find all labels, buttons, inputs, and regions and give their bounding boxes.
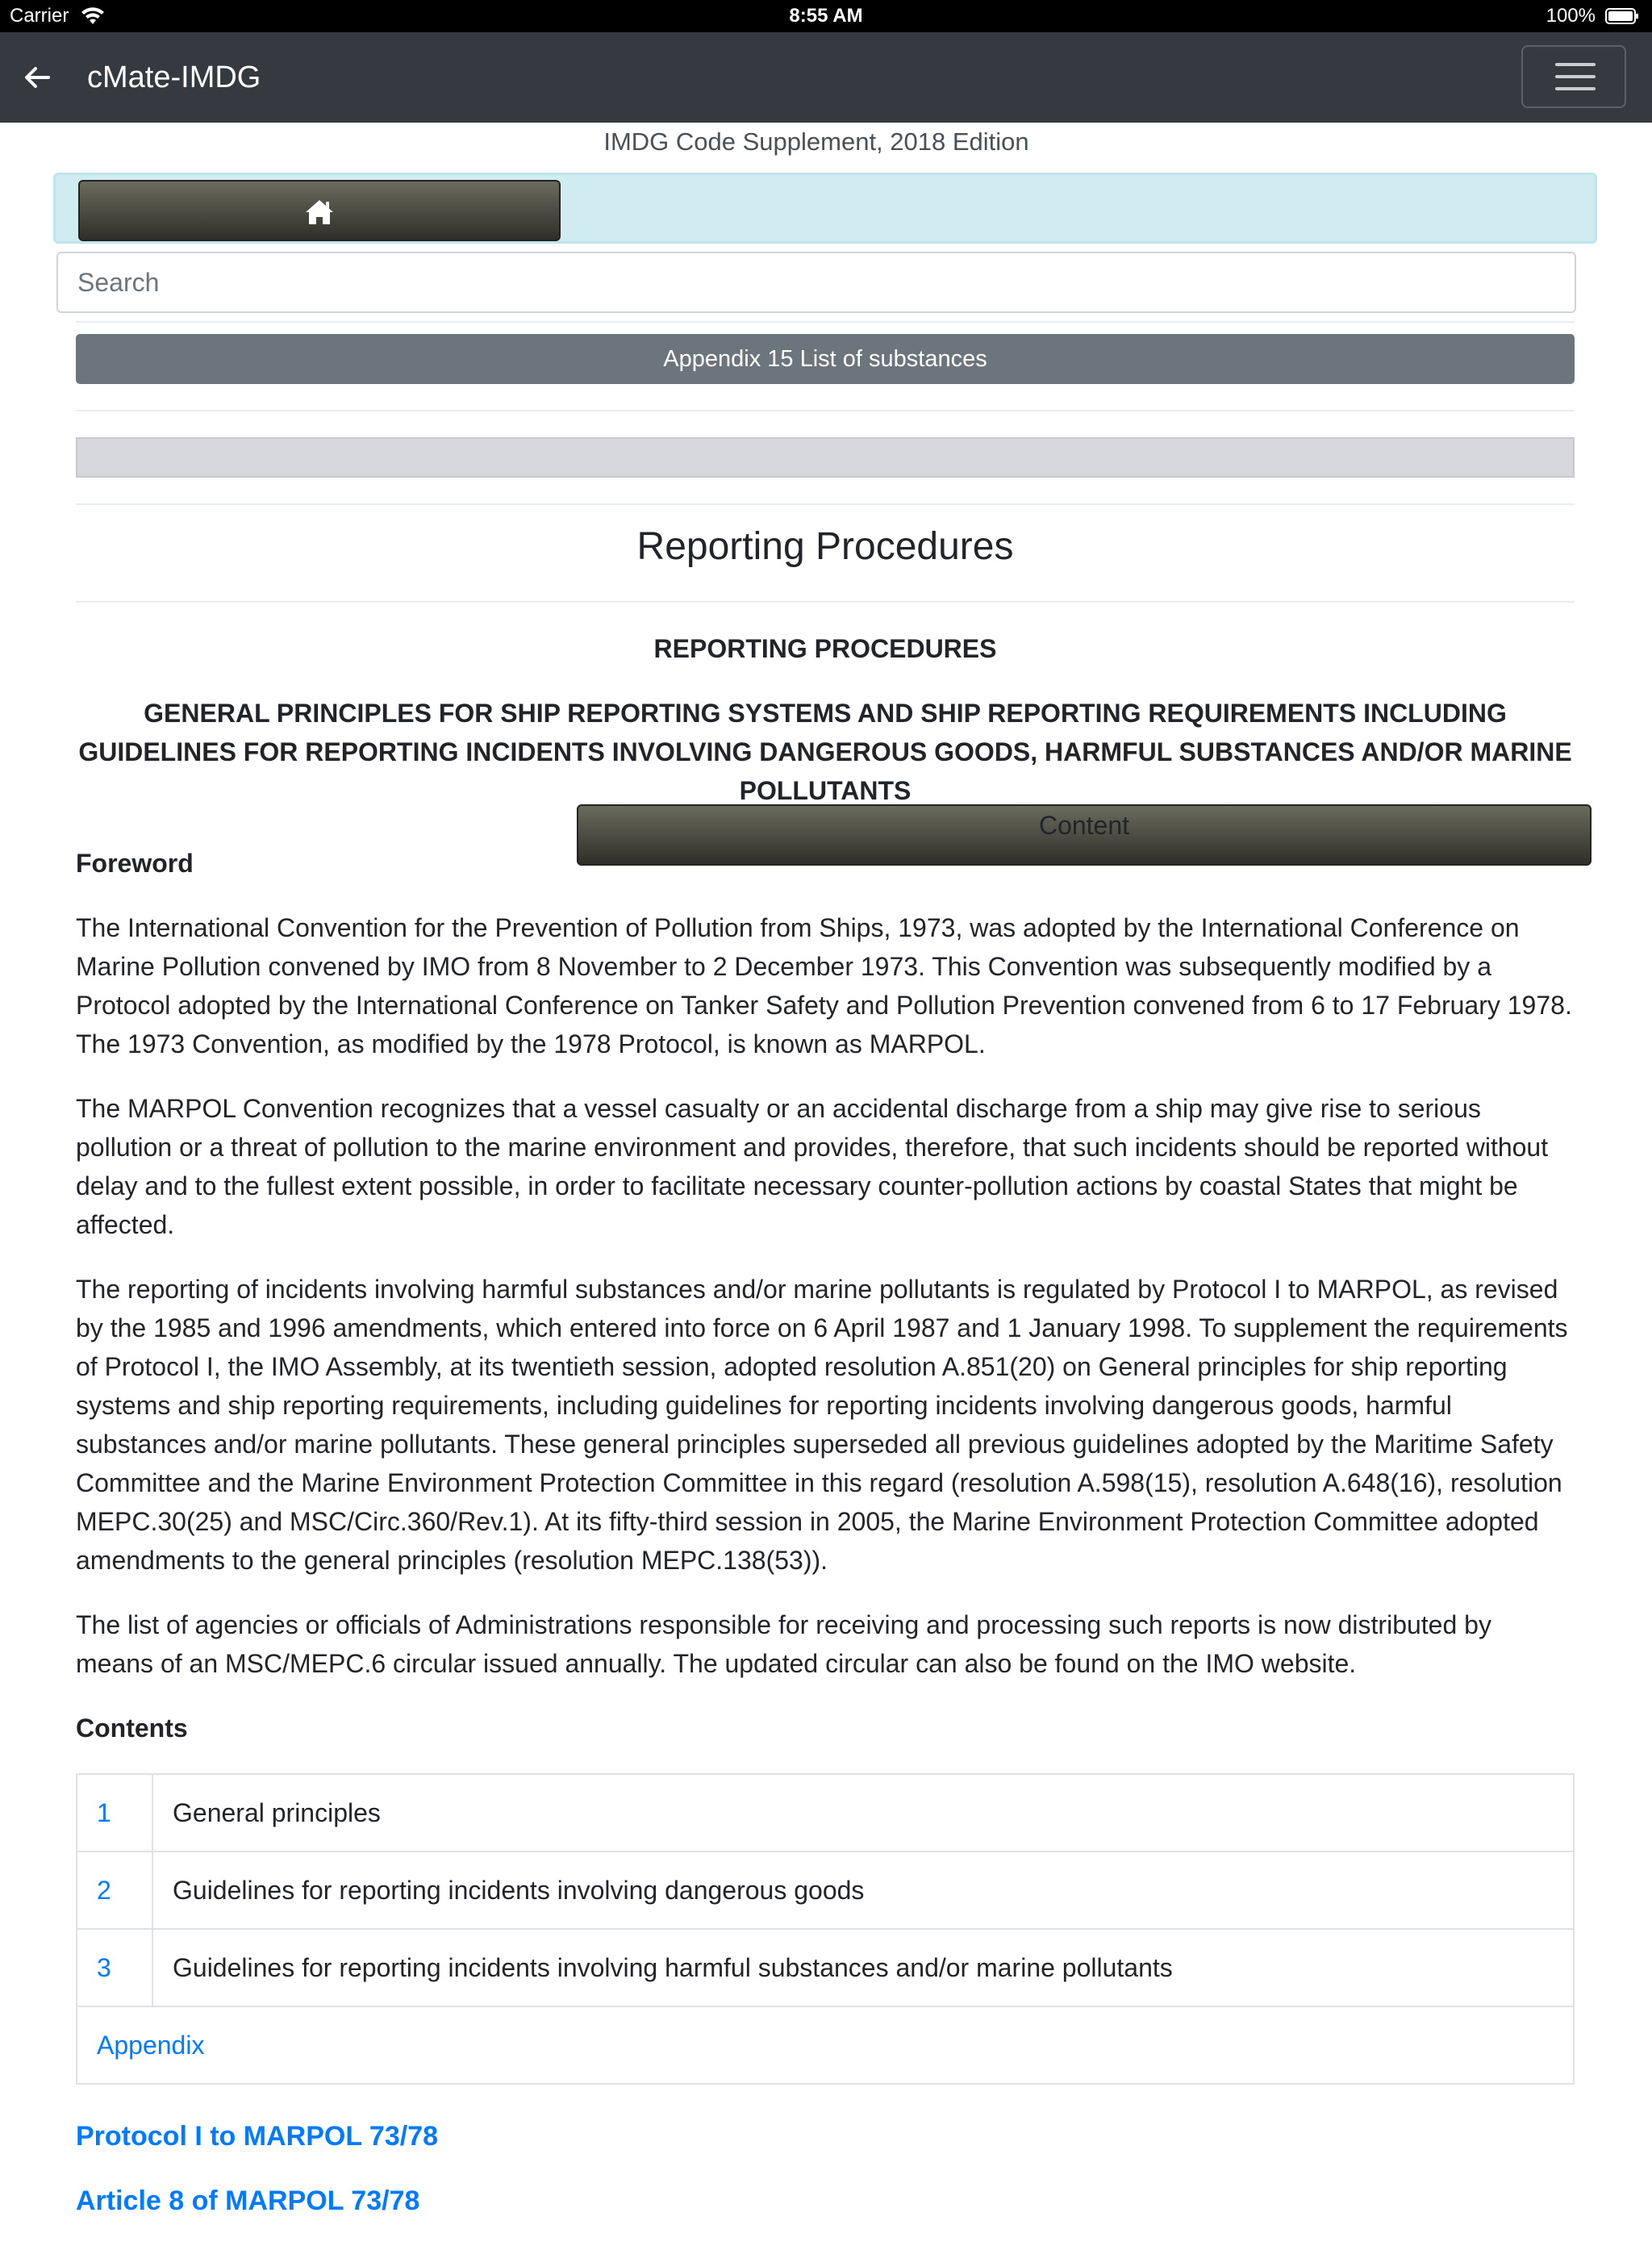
table-row	[77, 1774, 1574, 1851]
search-input[interactable]	[56, 252, 1576, 313]
article-heading: REPORTING PROCEDURES	[653, 634, 997, 663]
paragraph: The MARPOL Convention recognizes that a vessel casualty or an accidental discharge from a ship may give rise to serious pollution or a threat of pollution to the marine environment and provides, therefore, that such incidents should be reported without delay and to the fullest extent possible, in order to facilitate necessary counter-pollution actions by coastal States that might be affected.	[76, 1094, 1549, 1239]
carrier-label: Carrier	[10, 5, 69, 27]
app-title: cMate-IMDG	[87, 61, 261, 94]
content-button[interactable]: Content	[577, 804, 1592, 866]
battery-icon	[1605, 8, 1639, 24]
app-header	[0, 32, 1652, 123]
progress-bar	[76, 437, 1575, 478]
battery-percent: 100%	[1546, 5, 1596, 27]
protocol-link[interactable]: Protocol I to MARPOL 73/78	[76, 2121, 439, 2152]
contents-table	[76, 1773, 1575, 2085]
paragraph: The International Convention for the Prevention of Pollution from Ships, 1973, was adopted by the International Conference on Marine Pollution convened by IMO from 8 November to 2 December 1973. This Convention was subsequently modified by a Protocol adopted by the International Conference on Tanker Safety and Pollution Prevention convened from 6 to 17 February 1978. The 1973 Convention, as modified by the 1978 Protocol, is known as MARPOL.	[76, 913, 1572, 1058]
book-title: IMDG Code Supplement, 2018 Edition	[603, 127, 1029, 156]
divider	[76, 410, 1575, 411]
toc-label: Guidelines for reporting incidents involving dangerous goods	[152, 1851, 1574, 1929]
article-body	[76, 629, 1575, 2246]
paragraph: The list of agencies or officials of Administrations responsible for receiving and processing such reports is now distributed by means of an MSC/MEPC.6 circular issued annually. The updated circular can also be found on the IMO website.	[76, 1610, 1491, 1678]
table-row	[77, 2006, 1574, 2084]
paragraph: The reporting of incidents involving harmful substances and/or marine pollutants is regulated by Protocol I to MARPOL, as revised by the 1985 and 1996 amendments, which entered into force on 6 April 1987 and 1 January 1998. To supplement the requirements of Protocol I, the IMO Assembly, at its twentieth session, adopted resolution A.851(20) on General principles for ship reporting systems and ship reporting requirements, including guidelines for reporting incidents involving dangerous goods, harmful substances and/or marine pollutants. These general principles superseded all previous guidelines adopted by the Maritime Safety Committee and the Marine Environment Protection Committee in this regard (resolution A.598(15), resolution A.648(16), resolution MEPC.30(25) and MSC/Circ.360/Rev.1). At its fifty-third session in 2005, the Marine Environment Protection Committee adopted amendments to the general principles (resolution MEPC.138(53)).	[76, 1275, 1568, 1575]
status-bar	[0, 0, 1652, 32]
toc-label: Guidelines for reporting incidents involving harmful substances and/or marine pollutants	[152, 1929, 1574, 2006]
contents-heading: Contents	[76, 1714, 188, 1743]
chapter-button[interactable]: Appendix 15 List of substances	[76, 334, 1575, 384]
foreword-heading: Foreword	[76, 849, 194, 878]
clock: 8:55 AM	[789, 5, 863, 27]
home-button[interactable]	[78, 180, 561, 241]
article-subheading: GENERAL PRINCIPLES FOR SHIP REPORTING SYSTEMS AND SHIP REPORTING REQUIREMENTS INCLUDING GUIDELINES FOR REPORTING INCIDENTS INVOLVING DANGEROUS GOODS, HARMFUL SUBSTANCES AND/OR MARINE POLLUTANTS	[78, 699, 1572, 805]
divider	[76, 601, 1575, 603]
menu-icon	[1555, 63, 1596, 66]
toc-link-appendix[interactable]: Appendix	[97, 2031, 205, 2060]
table-row	[77, 1851, 1574, 1929]
hamburger-menu-button[interactable]	[1521, 45, 1626, 108]
toc-link-number[interactable]: 2	[97, 1876, 111, 1905]
back-arrow-icon[interactable]	[21, 61, 53, 94]
divider	[76, 321, 1575, 323]
divider	[76, 503, 1575, 505]
table-row	[77, 1929, 1574, 2006]
toc-link-number[interactable]: 3	[97, 1953, 111, 1982]
article-8-link[interactable]: Article 8 of MARPOL 73/78	[76, 2185, 420, 2216]
toc-label: General principles	[152, 1774, 1574, 1851]
toc-link-number[interactable]: 1	[97, 1798, 111, 1827]
home-icon	[304, 198, 335, 226]
page-title: Reporting Procedures	[636, 525, 1014, 568]
